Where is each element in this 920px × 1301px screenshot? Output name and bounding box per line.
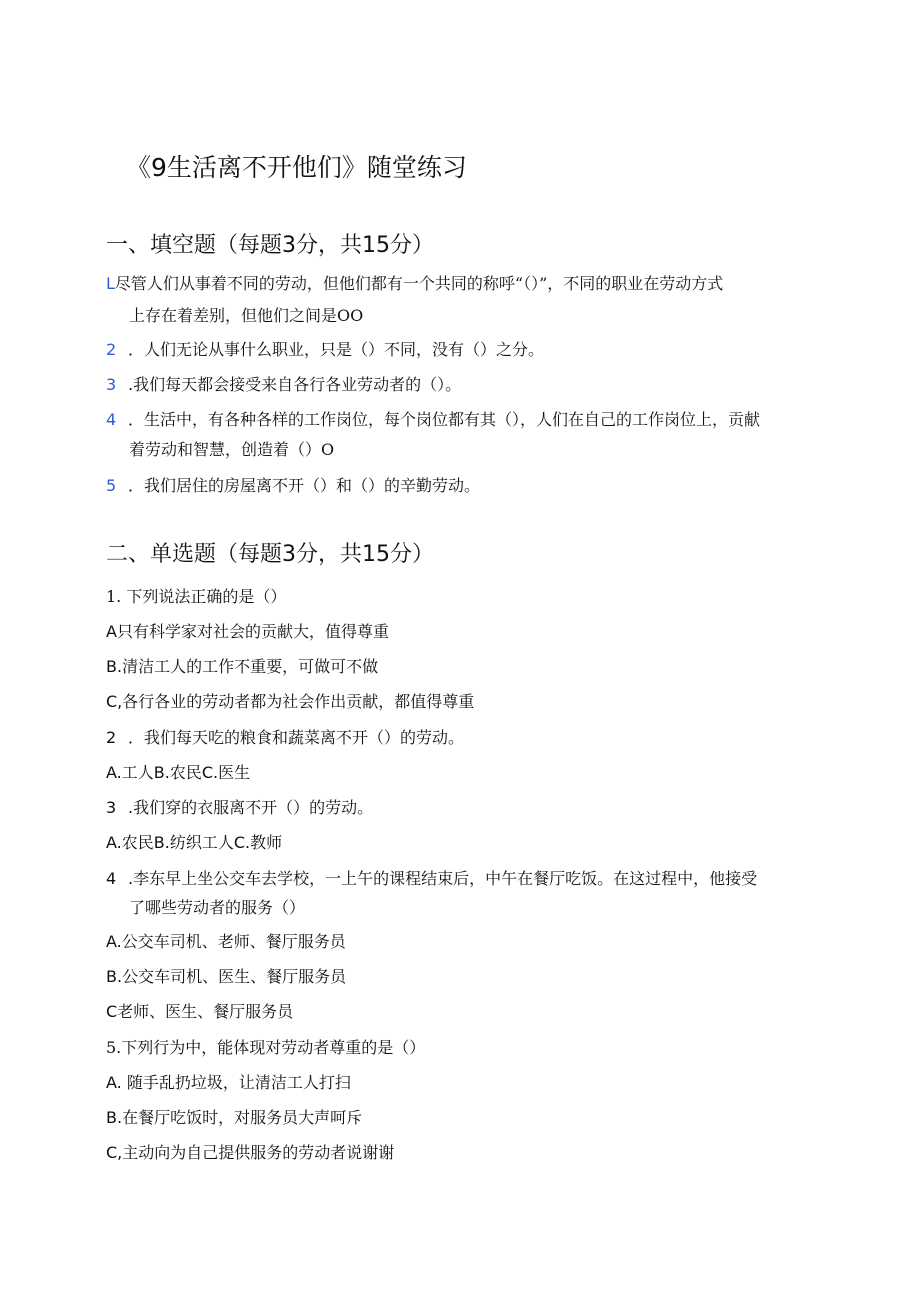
choice-question-4-stem-line-2: 了哪些劳动者的服务（） [129,898,306,917]
choice-question-1-stem: 1. 下列说法正确的是（） [106,587,287,606]
fill-question-2 [106,340,544,360]
option-text: 公交车司机、老师、餐厅服务员 [121,932,346,951]
section-heading-single-choice: 二、单选题（每题3分，共15分） [106,542,434,567]
question-number: 4 [106,410,117,429]
choice-question-4-option-a [106,932,346,952]
option-label: B. [106,1108,123,1127]
option-text: 教师 [250,833,283,852]
question-number: 4 [106,869,117,888]
fill-question-1-line-1 [106,274,723,294]
option-label: A [106,622,117,641]
question-number: 3 [106,375,117,394]
choice-question-4-option-c [106,1002,293,1022]
choice-question-3-stem [106,798,373,818]
question-text: ．人们无论从事什么职业，只是（）不同，没有（）之分。 [128,340,545,359]
choice-question-4-stem-line-1 [106,869,757,889]
option-label: A. [106,932,122,951]
option-text: 主动向为自己提供服务的劳动者说谢谢 [122,1143,395,1162]
option-text: 随手乱扔垃圾，让清洁工人打扫 [121,1073,351,1092]
option-text: 农民 [169,763,202,782]
option-label: C, [106,692,123,711]
choice-question-1-option-c [106,692,474,712]
option-label: C [106,1002,118,1021]
option-text: 农民 [121,833,154,852]
fill-question-4-line-1 [106,410,760,430]
choice-question-4-option-b [106,967,346,987]
fill-question-3 [106,375,461,395]
fill-question-1-line-2: 上存在着差别，但他们之间是OO [129,306,364,325]
question-text: 尽管人们从事着不同的劳动，但他们都有一个共同的称呼“（）”，不同的职业在劳动方式 [114,274,724,293]
question-text: ．我们居住的房屋离不开（）和（）的辛勤劳动。 [128,476,481,495]
question-number: 2 [106,728,117,747]
option-text: 各行各业的劳动者都为社会作出贡献，都值得尊重 [122,692,475,711]
option-text: 医生 [218,763,251,782]
question-text: .我们穿的衣服离不开（）的劳动。 [128,798,374,817]
option-text: 公交车司机、医生、餐厅服务员 [122,967,347,986]
question-text: .李东早上坐公交车去学校，一上午的课程结束后，中午在餐厅吃饭。在这过程中，他接受 [128,869,758,888]
question-text: ．我们每天吃的粮食和蔬菜离不开（）的劳动。 [128,728,465,747]
choice-question-2-stem [106,728,464,748]
option-label: C. [201,763,219,782]
option-label: B. [106,967,123,986]
option-label: A. [106,833,122,852]
option-label: B. [153,763,170,782]
option-text: 老师、医生、餐厅服务员 [117,1002,294,1021]
question-number: 2 [106,340,117,359]
choice-question-5-option-b [106,1108,362,1128]
question-text: .我们每天都会接受来自各行各业劳动者的（）。 [128,375,462,394]
fill-question-4-line-2: 着劳动和智慧，创造着（）O [129,440,335,459]
option-text: 清洁工人的工作不重要，可做可不做 [122,657,379,676]
choice-question-5-option-a [106,1073,351,1093]
choice-question-3-options [106,833,282,853]
choice-question-1-option-b [106,657,378,677]
option-label: A. [106,763,122,782]
option-label: A. [106,1073,122,1092]
section-heading-fill-blank: 一、填空题（每题3分，共15分） [106,233,434,258]
option-text: 在餐厅吃饭时，对服务员大声呵斥 [122,1108,363,1127]
option-label: C. [233,833,251,852]
choice-question-5-option-c [106,1143,394,1163]
choice-question-1-option-a [106,622,389,642]
option-text: 工人 [121,763,154,782]
option-text: 纺织工人 [169,833,234,852]
option-text: 只有科学家对社会的贡献大，值得尊重 [116,622,389,641]
question-number: L [106,274,115,293]
option-label: C, [106,1143,123,1162]
question-text: ．生活中，有各种各样的工作岗位，每个岗位都有其（），人们在自己的工作岗位上，贡献 [128,410,761,429]
choice-question-2-options [106,763,250,783]
fill-question-5 [106,476,480,496]
option-label: B. [153,833,170,852]
choice-question-5-stem: 5.下列行为中，能体现对劳动者尊重的是（） [106,1038,426,1057]
option-label: B. [106,657,123,676]
question-number: 5 [106,476,117,495]
question-number: 3 [106,798,117,817]
page-title: 《9生活离不开他们》随堂练习 [126,153,467,182]
